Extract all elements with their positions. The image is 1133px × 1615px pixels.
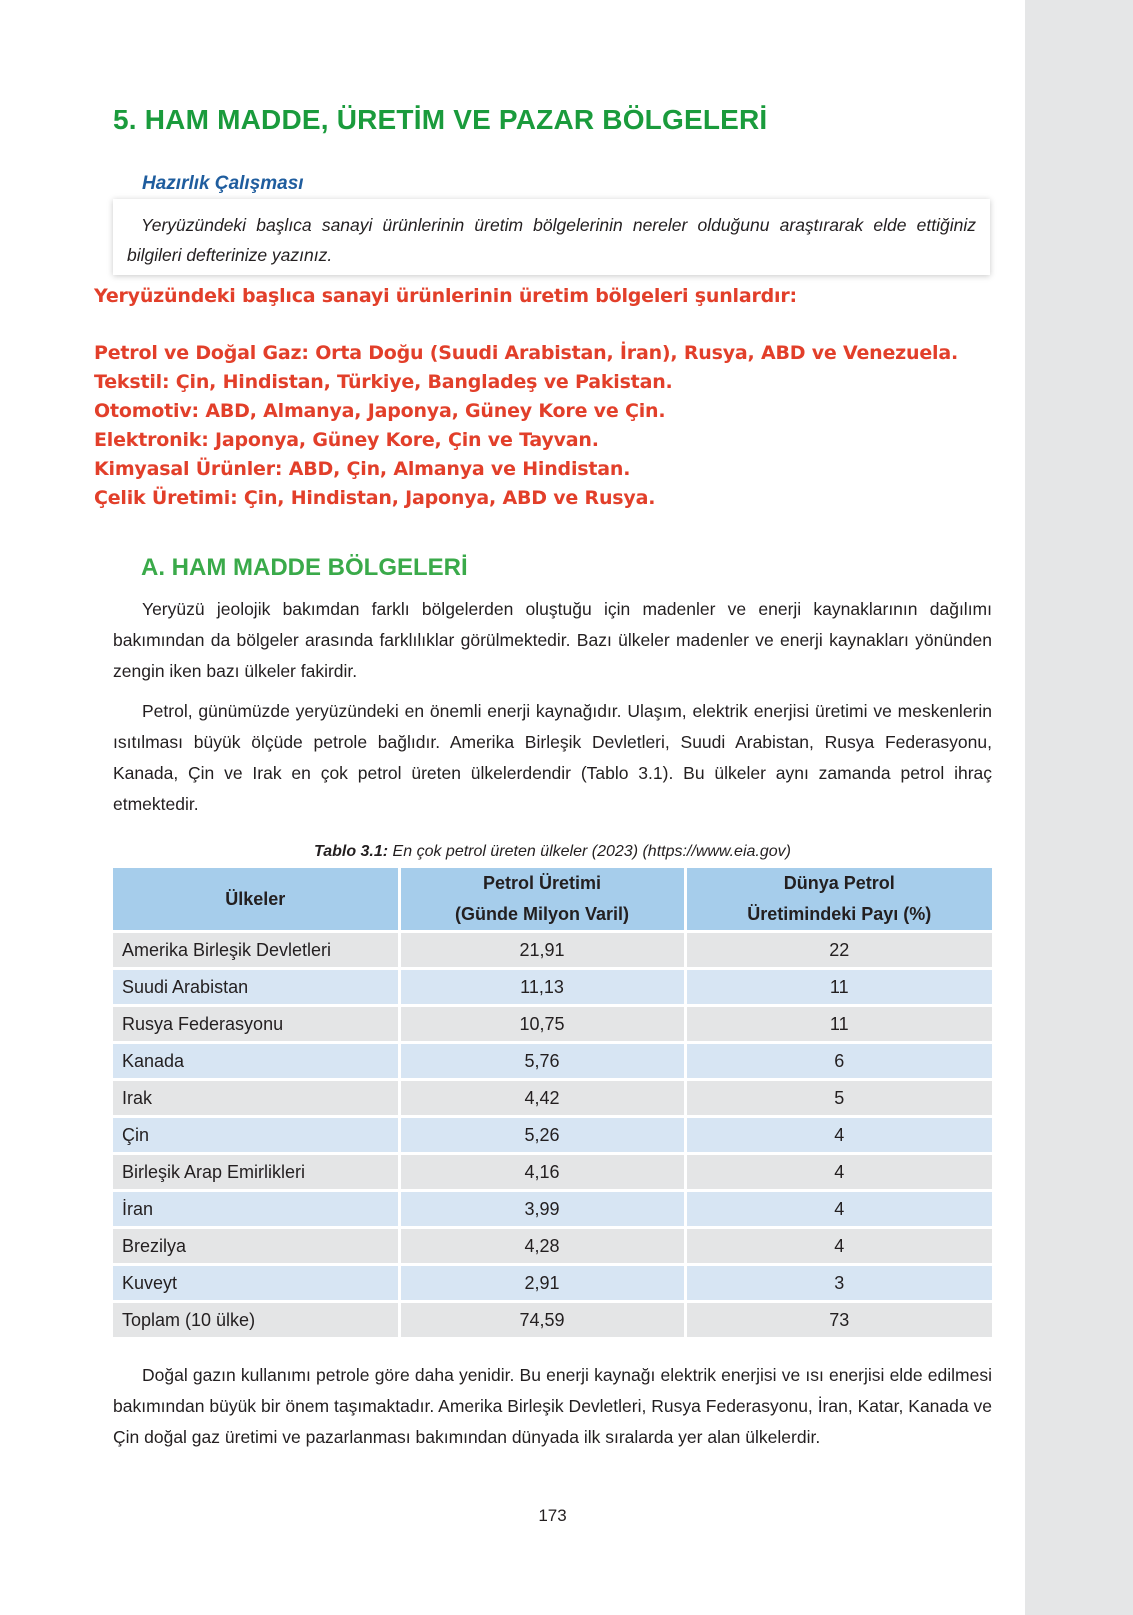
- table-row: [113, 1154, 992, 1191]
- cell-country: Birleşik Arap Emirlikleri: [113, 1154, 399, 1191]
- cell-share: 73: [685, 1302, 992, 1339]
- header-production: Petrol Üretimi (Günde Milyon Varil): [399, 868, 685, 932]
- cell-share: 11: [685, 1006, 992, 1043]
- header-countries: Ülkeler: [113, 868, 399, 932]
- preparation-title: Hazırlık Çalışması: [142, 173, 304, 194]
- cell-production: 74,59: [399, 1302, 685, 1339]
- cell-country: Amerika Birleşik Devletleri: [113, 932, 399, 969]
- table-row: [113, 1080, 992, 1117]
- section-title: A. HAM MADDE BÖLGELERİ: [141, 554, 468, 581]
- cell-share: 22: [685, 932, 992, 969]
- table-row: [113, 1191, 992, 1228]
- cell-country: Kuveyt: [113, 1265, 399, 1302]
- answer-line: Tekstil: Çin, Hindistan, Türkiye, Bangladeş ve Pakistan.: [94, 371, 673, 393]
- cell-share: 11: [685, 969, 992, 1006]
- cell-production: 3,99: [399, 1191, 685, 1228]
- cell-country: Kanada: [113, 1043, 399, 1080]
- cell-production: 11,13: [399, 969, 685, 1006]
- cell-production: 10,75: [399, 1006, 685, 1043]
- header-share: Dünya Petrol Üretimindeki Payı (%): [685, 868, 992, 932]
- paragraph: [113, 696, 992, 820]
- cell-production: 21,91: [399, 932, 685, 969]
- table-row: [113, 1006, 992, 1043]
- answer-line: Kimyasal Ürünler: ABD, Çin, Almanya ve Hindistan.: [94, 458, 631, 480]
- cell-share: 4: [685, 1154, 992, 1191]
- cell-share: 5: [685, 1080, 992, 1117]
- cell-country: Suudi Arabistan: [113, 969, 399, 1006]
- paragraph: [113, 594, 992, 687]
- side-margin-strip: [1025, 0, 1133, 1615]
- cell-share: 4: [685, 1117, 992, 1154]
- table-row: [113, 932, 992, 969]
- table-header-row: [113, 868, 992, 932]
- preparation-text: Yeryüzündeki başlıca sanayi ürünlerinin üretim bölgelerinin nereler olduğunu araştırarak elde ettiğiniz bilgileri defterinize yazınız.: [127, 215, 976, 265]
- cell-country: Toplam (10 ülke): [113, 1302, 399, 1339]
- table-caption-label: Tablo 3.1:: [314, 843, 389, 860]
- cell-country: Irak: [113, 1080, 399, 1117]
- cell-country: Çin: [113, 1117, 399, 1154]
- cell-production: 4,28: [399, 1228, 685, 1265]
- cell-share: 4: [685, 1228, 992, 1265]
- paragraph-text: Doğal gazın kullanımı petrole göre daha yenidir. Bu enerji kaynağı elektrik enerjisi ve ısı enerjisi elde edilmesi bakımından büyük bir önem taşımaktadır. Amerika Birleşik Devletleri, Rusya Federasyonu, İran, Katar, Kanada ve Çin doğal gaz üretimi ve pazarlanması bakımından dünyada ilk sıralarda yer alan ülkelerdir.: [113, 1365, 992, 1447]
- table-row: [113, 1228, 992, 1265]
- table-caption-text: En çok petrol üreten ülkeler (2023) (https://www.eia.gov): [388, 843, 791, 860]
- table-row: [113, 1265, 992, 1302]
- cell-share: 4: [685, 1191, 992, 1228]
- cell-share: 3: [685, 1265, 992, 1302]
- paragraph-text: Petrol, günümüzde yeryüzündeki en önemli enerji kaynağıdır. Ulaşım, elektrik enerjisi üretimi ve meskenlerin ısıtılması büyük ölçüde petrole bağlıdır. Amerika Birleşik Devletleri, Suudi Arabistan, Rusya Federasyonu, Kanada, Çin ve Irak en çok petrol üreten ülkelerdendir (Tablo 3.1). Bu ülkeler aynı zamanda petrol ihraç etmektedir.: [113, 701, 992, 814]
- page-number: 173: [538, 1506, 567, 1525]
- cell-share: 6: [685, 1043, 992, 1080]
- oil-production-table: [113, 868, 992, 1340]
- cell-production: 4,16: [399, 1154, 685, 1191]
- cell-country: Rusya Federasyonu: [113, 1006, 399, 1043]
- cell-country: Brezilya: [113, 1228, 399, 1265]
- cell-production: 4,42: [399, 1080, 685, 1117]
- answer-line: Otomotiv: ABD, Almanya, Japonya, Güney Kore ve Çin.: [94, 400, 666, 422]
- cell-production: 2,91: [399, 1265, 685, 1302]
- cell-country: İran: [113, 1191, 399, 1228]
- answer-intro: Yeryüzündeki başlıca sanayi ürünlerinin üretim bölgeleri şunlardır:: [94, 285, 797, 307]
- table-row: [113, 1117, 992, 1154]
- table-caption: [113, 843, 992, 861]
- paragraph-text: Yeryüzü jeolojik bakımdan farklı bölgelerden oluştuğu için madenler ve enerji kaynaklarının dağılımı bakımından da bölgeler arasında farklılıklar görülmektedir. Bazı ülkeler madenler ve enerji kaynakları yönünden zengin iken bazı ülkeler fakirdir.: [113, 599, 992, 681]
- paragraph: [113, 1360, 992, 1453]
- table-row: [113, 969, 992, 1006]
- table-row: [113, 1043, 992, 1080]
- answer-line: Çelik Üretimi: Çin, Hindistan, Japonya, ABD ve Rusya.: [94, 487, 656, 509]
- cell-production: 5,76: [399, 1043, 685, 1080]
- cell-production: 5,26: [399, 1117, 685, 1154]
- preparation-box: [113, 199, 990, 275]
- answer-list: [94, 339, 1014, 513]
- answer-line: Petrol ve Doğal Gaz: Orta Doğu (Suudi Arabistan, İran), Rusya, ABD ve Venezuela.: [94, 342, 958, 364]
- chapter-title: 5. HAM MADDE, ÜRETİM VE PAZAR BÖLGELERİ: [113, 104, 768, 135]
- table-row-total: [113, 1302, 992, 1339]
- answer-line: Elektronik: Japonya, Güney Kore, Çin ve Tayvan.: [94, 429, 599, 451]
